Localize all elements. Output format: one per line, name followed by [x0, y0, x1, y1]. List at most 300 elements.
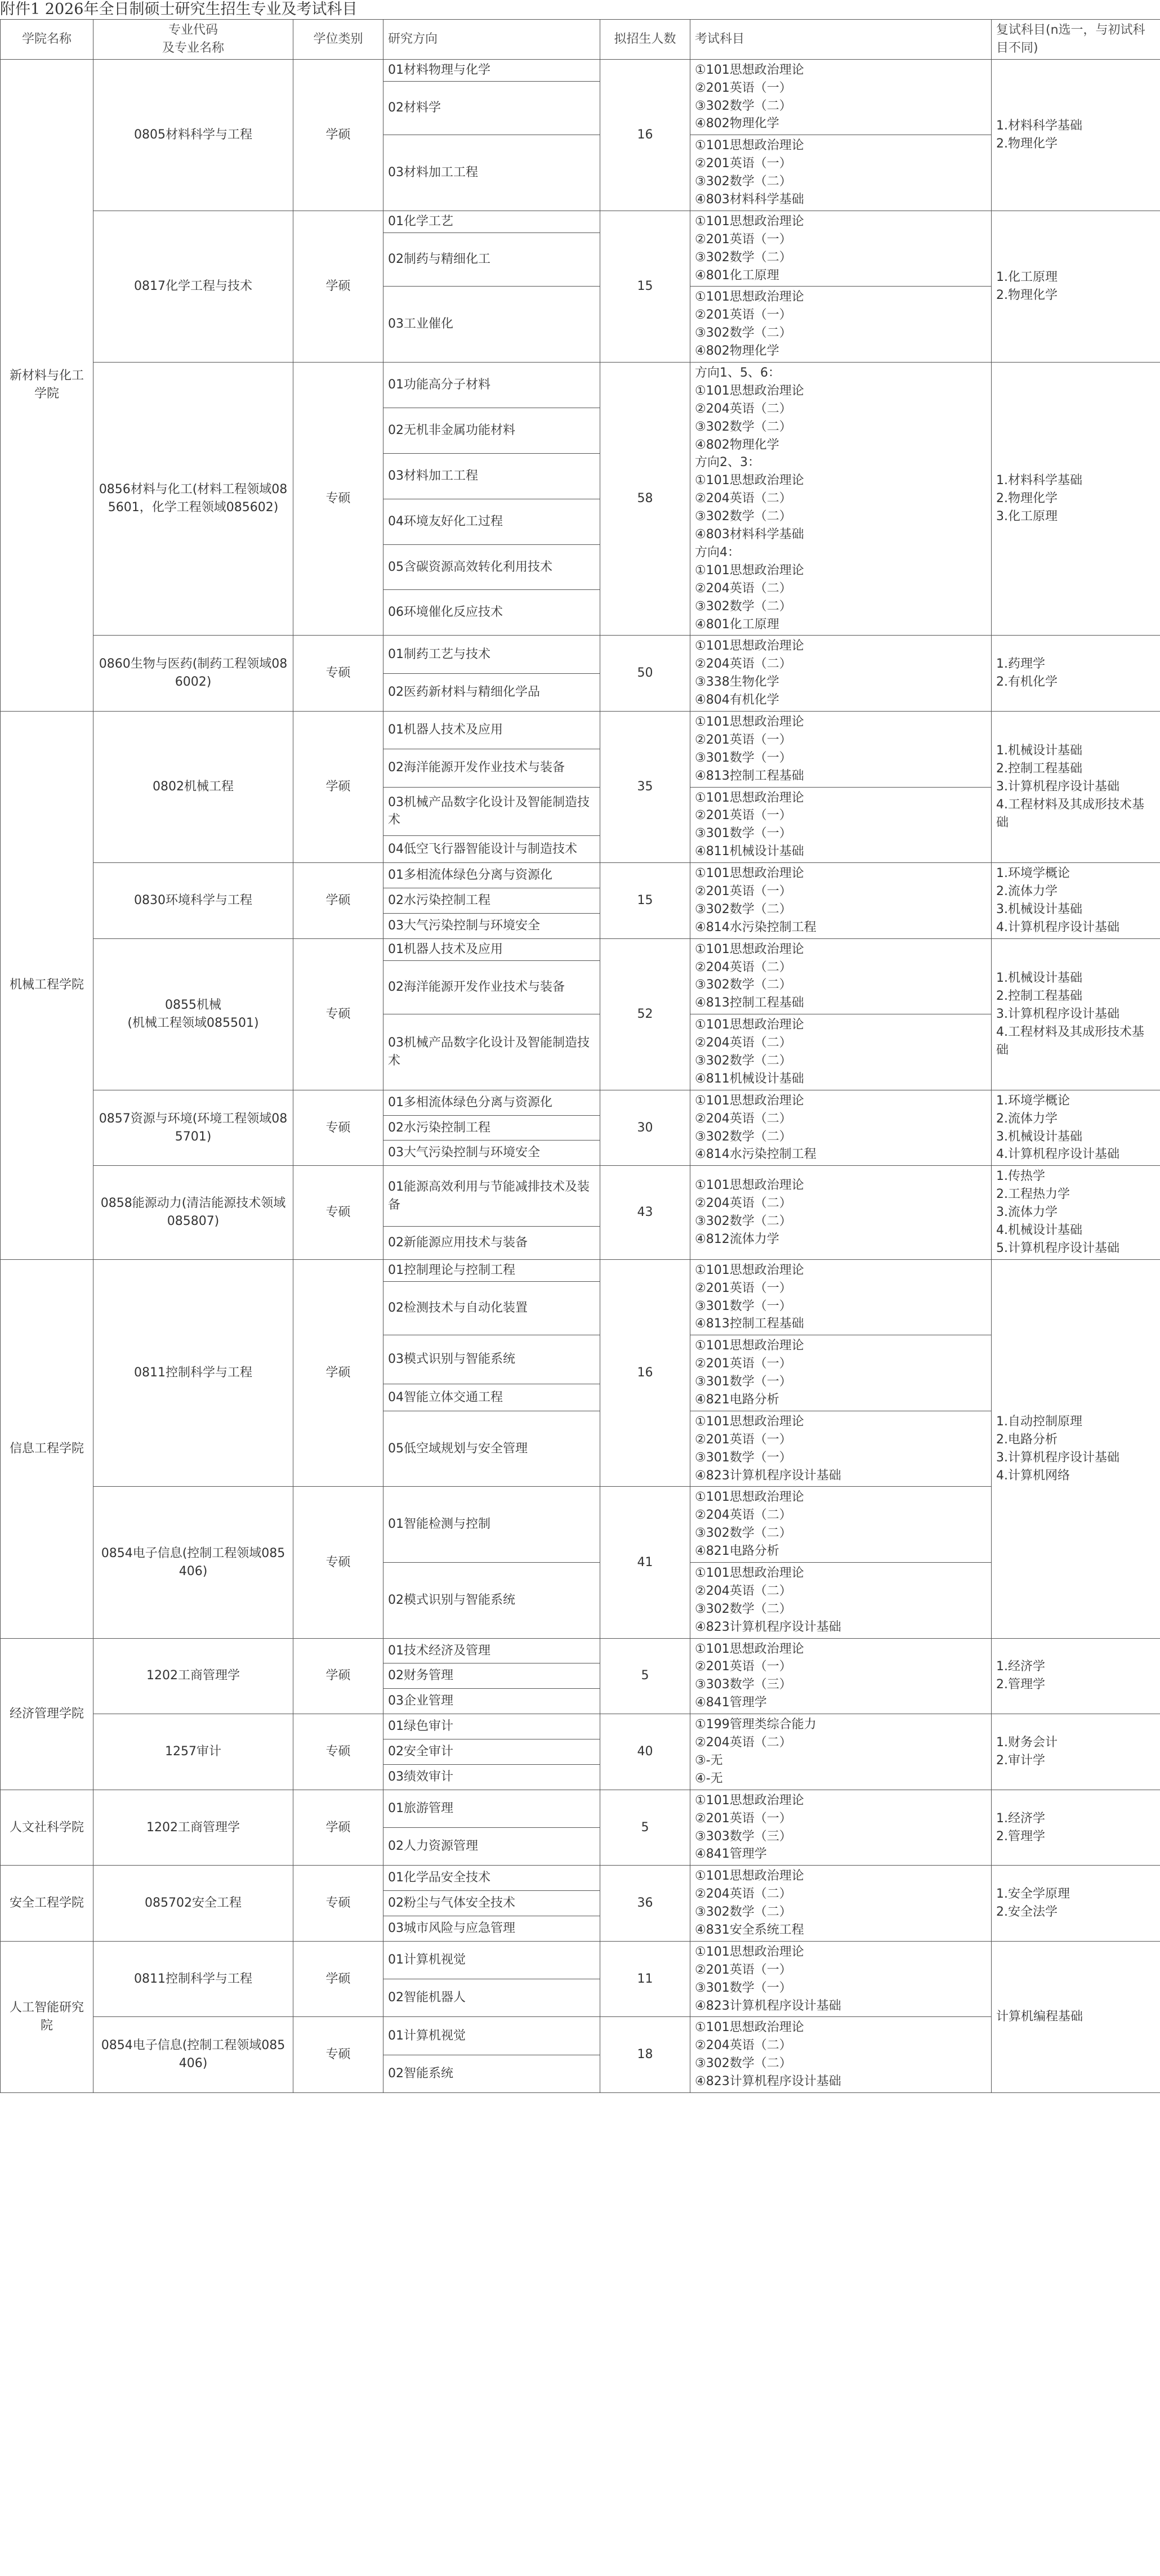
research-direction-cell: 03绩效审计: [383, 1764, 600, 1790]
research-direction-cell: 03城市风险与应急管理: [383, 1916, 600, 1941]
text-line: ③303数学（三）: [695, 1829, 792, 1844]
text-line: ④813控制工程基础: [695, 1317, 804, 1331]
text-line: 2.审计学: [996, 1753, 1045, 1768]
major-name-cell: [93, 1714, 293, 1790]
text-line: 0857资源与环境(环境工程领域085701): [99, 1111, 288, 1144]
text-line: 1.机械设计基础: [996, 971, 1082, 985]
table-row: [1, 1487, 1160, 1563]
table-row: [1, 1866, 1160, 1891]
text-line: 085702安全工程: [145, 1896, 242, 1911]
text-line: 2.物理化学: [996, 288, 1058, 302]
text-line: 0858能源动力(清洁能源技术领域085807): [100, 1196, 286, 1229]
college-name-cell: 新材料与化工学院: [1, 59, 93, 711]
text-line: ④814水污染控制工程: [695, 920, 817, 934]
text-line: ②201英语（一）: [695, 1432, 792, 1447]
text-line: ②201英语（一）: [695, 1962, 792, 1977]
retest-subjects-cell: [992, 1941, 1160, 2092]
table-row: [1, 1090, 1160, 1115]
text-line: 4.机械设计基础: [996, 1223, 1082, 1237]
degree-type-cell: 学硕: [293, 59, 383, 211]
text-line: 4.工程材料及其成形技术基础: [996, 1025, 1144, 1057]
exam-subjects-cell: [690, 1166, 992, 1259]
text-line: ③302数学（二）: [695, 509, 792, 524]
major-name-cell: [93, 636, 293, 712]
text-line: ①101思想政治理论: [695, 290, 804, 305]
research-direction-cell: 01计算机视觉: [383, 2017, 600, 2055]
retest-subjects-cell: [992, 1090, 1160, 1166]
quota-cell: 36: [600, 1866, 690, 1942]
text-line: ④-无: [695, 1771, 723, 1786]
text-line: ③302数学（二）: [695, 419, 792, 434]
table-row: [1, 711, 1160, 749]
text-line: ②201英语（一）: [695, 808, 792, 823]
table-row: [1, 363, 1160, 408]
text-line: 1.环境学概论: [996, 1093, 1070, 1108]
text-line: ④802物理化学: [695, 437, 779, 452]
header-major: 专业代码 及专业名称: [93, 20, 293, 60]
text-line: 3.流体力学: [996, 1205, 1058, 1220]
exam-subjects-cell: [690, 1563, 992, 1639]
text-line: 2.物理化学: [996, 136, 1058, 151]
text-line: ④803材料科学基础: [695, 527, 804, 542]
research-direction-cell: 01机器人技术及应用: [383, 711, 600, 749]
text-line: ③302数学（二）: [695, 99, 792, 113]
major-name-cell: [93, 1166, 293, 1259]
degree-type-cell: 专硕: [293, 1090, 383, 1166]
exam-subjects-cell: [690, 1335, 992, 1411]
degree-type-cell: 学硕: [293, 863, 383, 939]
research-direction-cell: 01计算机视觉: [383, 1941, 600, 1979]
text-line: ④802物理化学: [695, 344, 779, 359]
header-retest: 复试科目(n选一，与初试科目不同): [992, 20, 1160, 60]
research-direction-cell: 06环境催化反应技术: [383, 590, 600, 636]
quota-cell: 5: [600, 1790, 690, 1866]
table-row: [1, 636, 1160, 673]
quota-cell: 43: [600, 1166, 690, 1259]
text-line: ①199管理类综合能力: [695, 1718, 817, 1732]
quota-cell: 30: [600, 1090, 690, 1166]
text-line: 2.物理化学: [996, 491, 1058, 506]
research-direction-cell: 03机械产品数字化设计及智能制造技术: [383, 1014, 600, 1090]
text-line: ③302数学（二）: [695, 326, 792, 341]
text-line: 3.计算机程序设计基础: [996, 780, 1119, 794]
table-row: [1, 1790, 1160, 1827]
exam-subjects-cell: [690, 135, 992, 211]
text-line: 1.经济学: [996, 1811, 1045, 1826]
research-direction-cell: 01化学品安全技术: [383, 1866, 600, 1891]
text-line: 2.管理学: [996, 1829, 1045, 1844]
exam-subjects-cell: [690, 287, 992, 363]
research-direction-cell: 01技术经济及管理: [383, 1638, 600, 1663]
quota-cell: 41: [600, 1487, 690, 1638]
text-line: ②201英语（一）: [695, 232, 792, 247]
research-direction-cell: 01智能检测与控制: [383, 1487, 600, 1563]
quota-cell: 16: [600, 59, 690, 211]
text-line: ②204英语（二）: [695, 2038, 792, 2053]
exam-subjects-cell: [690, 1638, 992, 1714]
research-direction-cell: 01控制理论与控制工程: [383, 1259, 600, 1281]
text-line: 0855机械: [165, 998, 221, 1012]
research-direction-cell: 02无机非金属功能材料: [383, 408, 600, 453]
exam-subjects-cell: [690, 938, 992, 1014]
text-line: ④801化工原理: [695, 268, 779, 283]
text-line: ②204英语（二）: [695, 581, 792, 596]
research-direction-cell: 01多相流体绿色分离与资源化: [383, 1090, 600, 1115]
quota-cell: 50: [600, 636, 690, 712]
text-line: ④841管理学: [695, 1696, 767, 1710]
retest-subjects-cell: [992, 1866, 1160, 1942]
text-line: 3.计算机程序设计基础: [996, 1007, 1119, 1021]
research-direction-cell: 02海洋能源开发作业技术与装备: [383, 749, 600, 787]
text-line: ②204英语（二）: [695, 1887, 792, 1902]
text-line: ③301数学（一）: [695, 1375, 792, 1389]
text-line: ①101思想政治理论: [695, 2020, 804, 2035]
exam-subjects-cell: [690, 1941, 992, 2017]
text-line: ③302数学（二）: [695, 1129, 792, 1144]
text-line: 方向4：: [695, 545, 740, 560]
text-line: ③301数学（一）: [695, 1450, 792, 1465]
text-line: 1.机械设计基础: [996, 744, 1082, 758]
header-quota: 拟招生人数: [600, 20, 690, 60]
major-name-cell: [93, 1866, 293, 1942]
research-direction-cell: 05含碳资源高效转化利用技术: [383, 544, 600, 590]
text-line: 0854电子信息(控制工程领域085406): [101, 1546, 285, 1578]
text-line: 0811控制科学与工程: [134, 1366, 252, 1380]
table-body: [1, 59, 1160, 2092]
text-line: 2.流体力学: [996, 1111, 1058, 1126]
text-line: ②201英语（一）: [695, 732, 792, 747]
text-line: ④831安全系统工程: [695, 1922, 804, 1937]
quota-cell: 16: [600, 1259, 690, 1487]
research-direction-cell: 02粉尘与气体安全技术: [383, 1891, 600, 1916]
text-line: 2.流体力学: [996, 884, 1058, 898]
research-direction-cell: 02制药与精细化工: [383, 232, 600, 287]
text-line: ①101思想政治理论: [695, 639, 804, 654]
text-line: ①101思想政治理论: [695, 383, 804, 398]
retest-subjects-cell: [992, 863, 1160, 939]
retest-subjects-cell: [992, 938, 1160, 1090]
text-line: 3.机械设计基础: [996, 902, 1082, 916]
text-line: ①101思想政治理论: [695, 138, 804, 153]
text-line: ③302数学（二）: [695, 250, 792, 265]
degree-type-cell: 专硕: [293, 1866, 383, 1942]
research-direction-cell: 01化学工艺: [383, 211, 600, 232]
header-row: [1, 20, 1160, 60]
degree-type-cell: 专硕: [293, 1166, 383, 1259]
text-line: ④813控制工程基础: [695, 768, 804, 783]
research-direction-cell: 03大气污染控制与环境安全: [383, 1141, 600, 1166]
college-name-cell: 人工智能研究院: [1, 1941, 93, 2092]
exam-subjects-cell: [690, 2017, 992, 2093]
text-line: ④823计算机程序设计基础: [695, 2074, 841, 2089]
exam-subjects-cell: [690, 59, 992, 135]
major-name-cell: [93, 1090, 293, 1166]
text-line: ②201英语（一）: [695, 884, 792, 898]
major-name-cell: [93, 1259, 293, 1487]
degree-type-cell: 专硕: [293, 636, 383, 712]
degree-type-cell: 专硕: [293, 1714, 383, 1790]
text-line: ②204英语（二）: [695, 1584, 792, 1598]
table-row: [1, 863, 1160, 888]
degree-type-cell: 学硕: [293, 1638, 383, 1714]
degree-type-cell: 学硕: [293, 211, 383, 362]
research-direction-cell: 03材料加工工程: [383, 135, 600, 211]
research-direction-cell: 02模式识别与智能系统: [383, 1563, 600, 1639]
research-direction-cell: 04智能立体交通工程: [383, 1384, 600, 1411]
text-line: ③302数学（二）: [695, 2056, 792, 2071]
research-direction-cell: 02财务管理: [383, 1663, 600, 1689]
text-line: 0856材料与化工(材料工程领域085601，化学工程领域085602): [99, 482, 288, 515]
research-direction-cell: 02智能系统: [383, 2055, 600, 2092]
quota-cell: 35: [600, 711, 690, 862]
text-line: ①101思想政治理论: [695, 1944, 804, 1959]
retest-subjects-cell: [992, 1638, 1160, 1714]
exam-subjects-cell: [690, 1487, 992, 1563]
text-line: ④804有机化学: [695, 693, 779, 708]
table-row: [1, 1941, 1160, 1979]
retest-subjects-cell: [992, 1714, 1160, 1790]
text-line: ①101思想政治理论: [695, 866, 804, 881]
degree-type-cell: 专硕: [293, 2017, 383, 2093]
research-direction-cell: 03企业管理: [383, 1689, 600, 1714]
text-line: ①101思想政治理论: [695, 1869, 804, 1884]
research-direction-cell: 03工业催化: [383, 287, 600, 363]
text-line: 0802机械工程: [153, 780, 234, 794]
text-line: 3.化工原理: [996, 509, 1058, 524]
text-line: 0811控制科学与工程: [134, 1971, 252, 1986]
text-line: ③302数学（二）: [695, 1905, 792, 1920]
research-direction-cell: 02水污染控制工程: [383, 1115, 600, 1141]
exam-subjects-cell: [690, 636, 992, 712]
research-direction-cell: 03大气污染控制与环境安全: [383, 913, 600, 938]
major-name-cell: [93, 1638, 293, 1714]
research-direction-cell: 05低空域规划与安全管理: [383, 1411, 600, 1487]
research-direction-cell: 02人力资源管理: [383, 1828, 600, 1866]
research-direction-cell: 04环境友好化工过程: [383, 499, 600, 544]
exam-subjects-cell: [690, 1090, 992, 1166]
text-line: 1.环境学概论: [996, 866, 1070, 881]
text-line: 5.计算机程序设计基础: [996, 1241, 1119, 1255]
retest-subjects-cell: [992, 363, 1160, 636]
major-name-cell: [93, 863, 293, 939]
college-name-cell: 人文社科学院: [1, 1790, 93, 1866]
retest-subjects-cell: [992, 59, 1160, 211]
text-line: ②204英语（二）: [695, 960, 792, 974]
research-direction-cell: 01能源高效利用与节能减排技术及装备: [383, 1166, 600, 1226]
text-line: (机械工程领域085501): [127, 1016, 259, 1030]
text-line: ②201英语（一）: [695, 80, 792, 95]
degree-type-cell: 学硕: [293, 711, 383, 862]
text-line: ④811机械设计基础: [695, 844, 804, 859]
research-direction-cell: 02安全审计: [383, 1739, 600, 1765]
research-direction-cell: 04低空飞行器智能设计与制造技术: [383, 836, 600, 863]
text-line: ①101思想政治理论: [695, 473, 804, 488]
retest-subjects-cell: [992, 1790, 1160, 1866]
research-direction-cell: 01多相流体绿色分离与资源化: [383, 863, 600, 888]
exam-subjects-cell: [690, 1259, 992, 1335]
text-line: ②204英语（二）: [695, 1508, 792, 1523]
text-line: ①101思想政治理论: [695, 1093, 804, 1108]
major-name-cell: [93, 2017, 293, 2093]
text-line: ②201英语（一）: [695, 308, 792, 323]
text-line: ②204英语（二）: [695, 1036, 792, 1050]
quota-cell: 52: [600, 938, 690, 1090]
text-line: ①101思想政治理论: [695, 1178, 804, 1193]
text-line: ②201英语（一）: [695, 1357, 792, 1371]
research-direction-cell: 02水污染控制工程: [383, 888, 600, 913]
text-line: ③338生物化学: [695, 675, 779, 690]
research-direction-cell: 02智能机器人: [383, 1979, 600, 2017]
major-name-cell: [93, 1941, 293, 2017]
exam-subjects-cell: [690, 211, 992, 287]
text-line: ④821电路分析: [695, 1544, 779, 1559]
research-direction-cell: 01旅游管理: [383, 1790, 600, 1827]
text-line: ②201英语（一）: [695, 1811, 792, 1826]
text-line: ④803材料科学基础: [695, 193, 804, 207]
text-line: 2.有机化学: [996, 675, 1058, 690]
text-line: ③301数学（一）: [695, 1299, 792, 1313]
retest-subjects-cell: [992, 711, 1160, 862]
admissions-table: [0, 19, 1160, 2093]
retest-subjects-cell: [992, 1259, 1160, 1638]
text-line: ①101思想政治理论: [695, 1642, 804, 1656]
text-line: ②201英语（一）: [695, 1660, 792, 1674]
research-direction-cell: 03机械产品数字化设计及智能制造技术: [383, 787, 600, 836]
text-line: 4.计算机网络: [996, 1468, 1070, 1483]
text-line: ③302数学（二）: [695, 902, 792, 916]
document-title: 附件1 2026年全日制硕士研究生招生专业及考试科目: [0, 1, 358, 18]
exam-subjects-cell: [690, 1790, 992, 1866]
exam-subjects-cell: [690, 1714, 992, 1790]
text-line: ③302数学（二）: [695, 1526, 792, 1541]
text-line: ②204英语（二）: [695, 1111, 792, 1126]
research-direction-cell: 01机器人技术及应用: [383, 938, 600, 960]
research-direction-cell: 02材料学: [383, 81, 600, 135]
header-college: 学院名称: [1, 20, 93, 60]
degree-type-cell: 专硕: [293, 363, 383, 636]
table-row: [1, 1638, 1160, 1663]
text-line: ①101思想政治理论: [695, 1566, 804, 1581]
text-line: ①101思想政治理论: [695, 62, 804, 77]
degree-type-cell: 专硕: [293, 1487, 383, 1638]
exam-subjects-cell: [690, 1411, 992, 1487]
text-line: ②204英语（二）: [695, 491, 792, 506]
retest-subjects-cell: [992, 211, 1160, 362]
table-row: [1, 2017, 1160, 2055]
college-name-cell: 经济管理学院: [1, 1638, 93, 1790]
text-line: 4.计算机程序设计基础: [996, 920, 1119, 934]
text-line: ②204英语（二）: [695, 401, 792, 416]
table-row: [1, 1714, 1160, 1739]
retest-subjects-cell: [992, 1166, 1160, 1259]
text-line: ④841管理学: [695, 1847, 767, 1862]
research-direction-cell: 02海洋能源开发作业技术与装备: [383, 960, 600, 1014]
text-line: 4.计算机程序设计基础: [996, 1147, 1119, 1162]
research-direction-cell: 01制药工艺与技术: [383, 636, 600, 673]
text-line: ②204英语（二）: [695, 1196, 792, 1211]
major-name-cell: [93, 211, 293, 362]
text-line: 1.化工原理: [996, 270, 1058, 285]
text-line: 3.机械设计基础: [996, 1129, 1082, 1144]
text-line: ③302数学（二）: [695, 1602, 792, 1616]
text-line: 1.材料科学基础: [996, 118, 1082, 133]
retest-subjects-cell: [992, 636, 1160, 712]
text-line: 1202工商管理学: [146, 1820, 240, 1835]
quota-cell: 15: [600, 863, 690, 939]
text-line: ①101思想政治理论: [695, 790, 804, 805]
text-line: 1202工商管理学: [146, 1669, 240, 1683]
exam-subjects-cell: [690, 1866, 992, 1942]
text-line: 3.计算机程序设计基础: [996, 1450, 1119, 1465]
text-line: 2.工程热力学: [996, 1187, 1070, 1202]
text-line: ④812流体力学: [695, 1232, 779, 1246]
major-name-cell: [93, 1487, 293, 1638]
major-name-cell: [93, 1790, 293, 1866]
text-line: 1.安全学原理: [996, 1887, 1070, 1902]
text-line: ①101思想政治理论: [695, 714, 804, 729]
text-line: 1257审计: [165, 1744, 221, 1759]
degree-type-cell: 学硕: [293, 1259, 383, 1487]
quota-cell: 15: [600, 211, 690, 362]
text-line: 2.控制工程基础: [996, 989, 1082, 1003]
research-direction-cell: 01功能高分子材料: [383, 363, 600, 408]
text-line: ①101思想政治理论: [695, 1414, 804, 1429]
text-line: ③301数学（一）: [695, 826, 792, 841]
header-exam: 考试科目: [690, 20, 992, 60]
text-line: 计算机编程基础: [996, 2009, 1083, 2024]
text-line: ①101思想政治理论: [695, 214, 804, 229]
text-line: 0860生物与医药(制药工程领域086002): [99, 657, 288, 690]
college-name-cell: 安全工程学院: [1, 1866, 93, 1942]
exam-subjects-cell: [690, 863, 992, 939]
text-line: 2.管理学: [996, 1678, 1045, 1692]
text-line: ③302数学（二）: [695, 175, 792, 189]
research-direction-cell: 02新能源应用技术与装备: [383, 1226, 600, 1259]
exam-subjects-cell: [690, 787, 992, 863]
quota-cell: 5: [600, 1638, 690, 1714]
table-row: [1, 1166, 1160, 1226]
quota-cell: 18: [600, 2017, 690, 2093]
quota-cell: 40: [600, 1714, 690, 1790]
text-line: ③301数学（一）: [695, 1980, 792, 1995]
text-line: 4.工程材料及其成形技术基础: [996, 797, 1144, 830]
text-line: ④811机械设计基础: [695, 1071, 804, 1086]
major-name-cell: [93, 363, 293, 636]
college-name-cell: 信息工程学院: [1, 1259, 93, 1638]
text-line: ①101思想政治理论: [695, 563, 804, 578]
college-name-cell: 机械工程学院: [1, 711, 93, 1259]
text-line: ③301数学（一）: [695, 750, 792, 765]
text-line: ③302数学（二）: [695, 1214, 792, 1229]
text-line: 1.自动控制原理: [996, 1414, 1082, 1429]
quota-cell: 11: [600, 1941, 690, 2017]
text-line: ①101思想政治理论: [695, 1339, 804, 1353]
text-line: ②201英语（一）: [695, 156, 792, 171]
degree-type-cell: 专硕: [293, 938, 383, 1090]
text-line: ①101思想政治理论: [695, 942, 804, 956]
text-line: 2.电路分析: [996, 1432, 1058, 1447]
text-line: 0805材料科学与工程: [134, 127, 252, 142]
research-direction-cell: 03模式识别与智能系统: [383, 1335, 600, 1384]
text-line: ④802物理化学: [695, 117, 779, 131]
quota-cell: 58: [600, 363, 690, 636]
header-degree: 学位类别: [293, 20, 383, 60]
text-line: ①101思想政治理论: [695, 1018, 804, 1032]
text-line: 0854电子信息(控制工程领域085406): [101, 2038, 285, 2071]
exam-subjects-cell: [690, 363, 992, 636]
text-line: 1.传热学: [996, 1169, 1045, 1184]
text-line: ③303数学（三）: [695, 1678, 792, 1692]
